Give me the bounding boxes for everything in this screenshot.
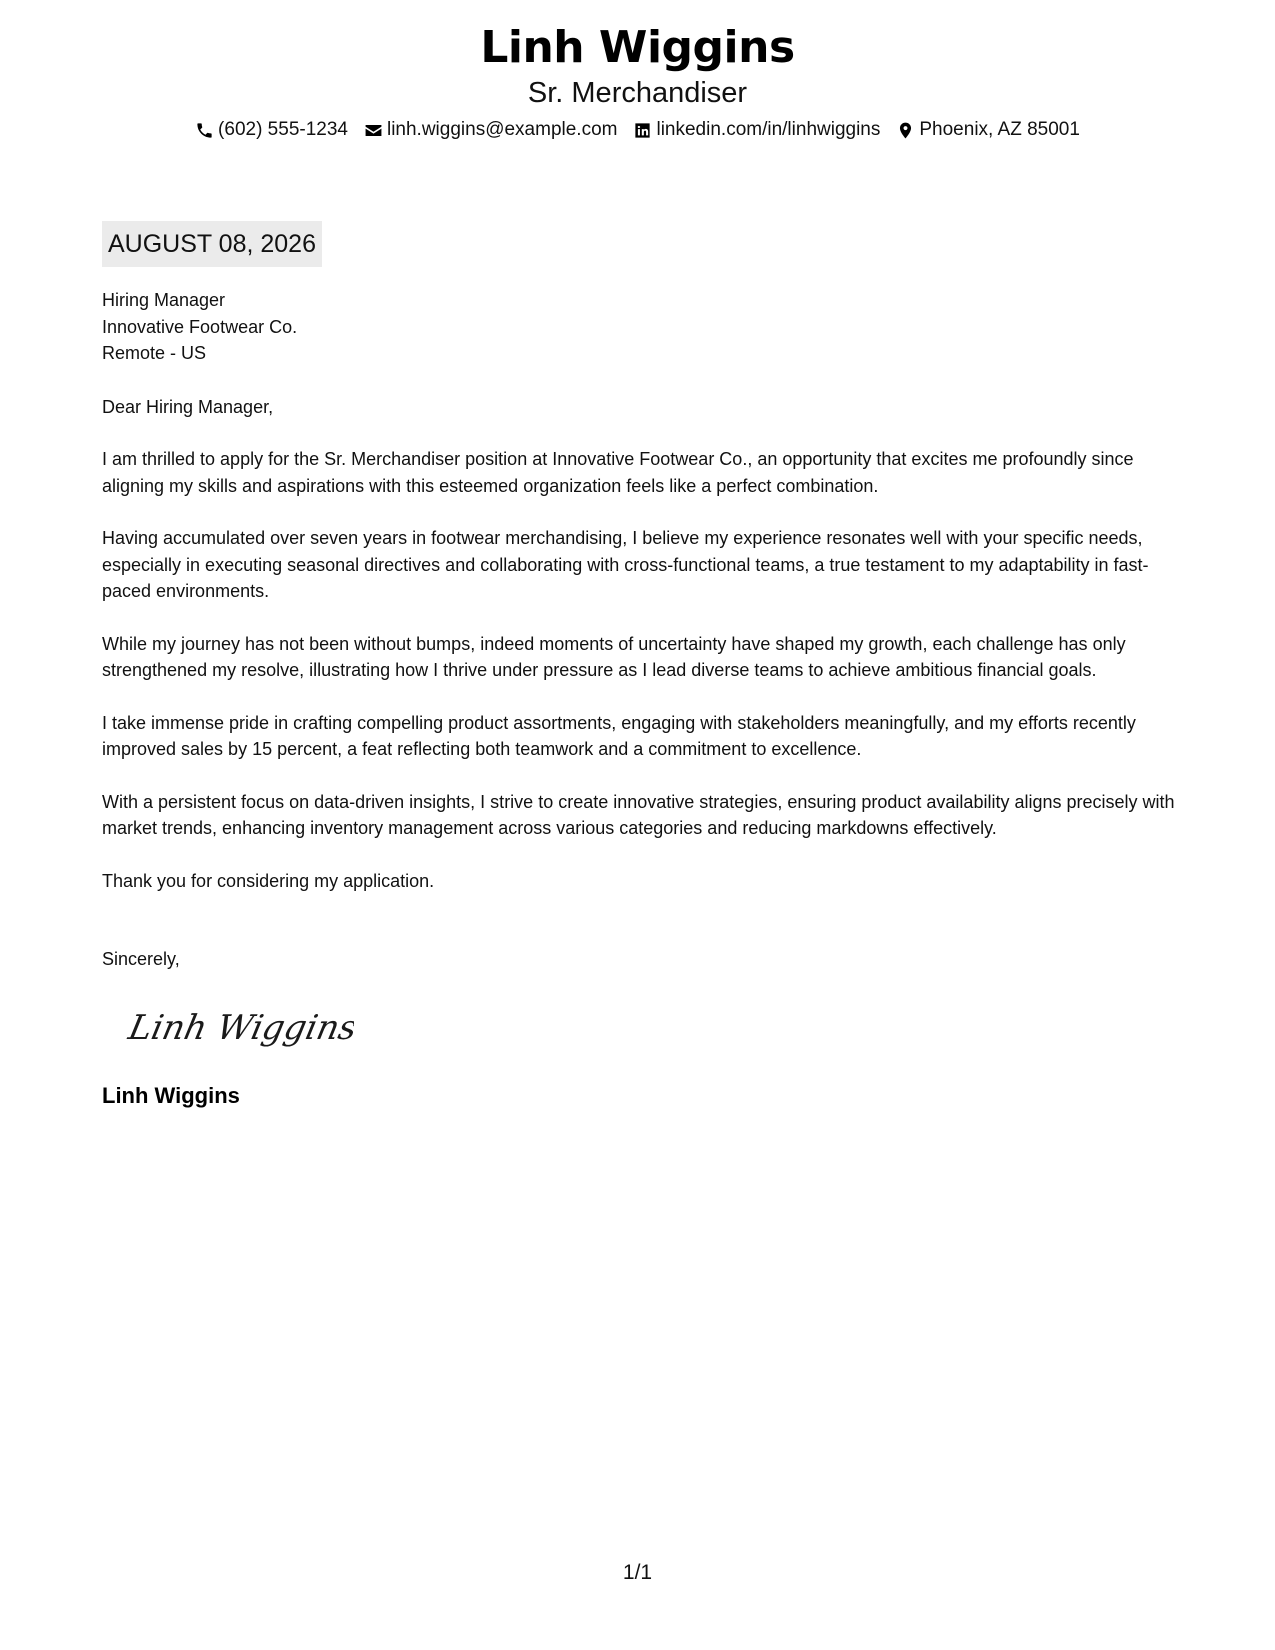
email-text: linh.wiggins@example.com <box>386 119 618 140</box>
paragraph: Having accumulated over seven years in footwear merchandising, I believe my experience resonates well with your specific needs, especially in executing seasonal directives and collaborating with cross-functional teams, a true testament to my adaptability in fast-paced environments. <box>102 528 1149 601</box>
thanks-line: Thank you for considering my application. <box>102 870 435 891</box>
contact-bar <box>0 118 1275 142</box>
recipient-block <box>102 287 1177 367</box>
phone-icon <box>195 121 214 140</box>
recipient-company: Innovative Footwear Co. <box>102 316 298 337</box>
recipient-title: Hiring Manager <box>102 290 226 310</box>
svg-text:Linh Wiggins: Linh Wiggins <box>125 1007 354 1048</box>
location-text: Phoenix, AZ 85001 <box>919 119 1080 140</box>
closing: Sincerely, <box>102 949 180 969</box>
paragraph: With a persistent focus on data-driven insights, I strive to create innovative strategies, ensuring product availability aligns precisely with market trends, enhancing inventory management across various categories and reducing markdowns effectively. <box>102 791 1175 838</box>
map-pin-icon <box>896 121 915 140</box>
contact-location <box>896 118 1080 142</box>
paragraph: While my journey has not been without bumps, indeed moments of uncertainty have shaped my growth, each challenge has only strengthened my resolve, illustrating how I thrive under pressure as I lead diverse teams to achieve ambitious financial goals. <box>102 633 1126 680</box>
contact-email <box>364 118 618 142</box>
handwritten-signature <box>124 997 354 1057</box>
linkedin-text: linkedin.com/in/linhwiggins <box>656 119 881 140</box>
paragraph: I am thrilled to apply for the Sr. Merchandiser position at Innovative Footwear Co., an opportunity that excites me profoundly since aligning my skills and aspirations with this esteemed organization feels like a perfect combination. <box>102 449 1134 496</box>
applicant-title: Sr. Merchandiser <box>527 77 748 109</box>
recipient-location: Remote - US <box>102 343 207 363</box>
contact-phone <box>195 118 348 142</box>
salutation: Dear Hiring Manager, <box>102 396 274 417</box>
letter-body <box>102 221 1177 1110</box>
page-number: 1/1 <box>622 1561 653 1584</box>
contact-linkedin <box>633 118 880 142</box>
signed-name: Linh Wiggins <box>102 1083 240 1108</box>
paragraph: I take immense pride in crafting compelling product assortments, engaging with stakeholders meaningfully, and my efforts recently improved sales by 15 percent, a feat reflecting both teamwork and a commitment to excellence. <box>102 712 1136 759</box>
letter-date: AUGUST 08, 2026 <box>102 221 322 267</box>
applicant-name: Linh Wiggins <box>480 22 795 73</box>
envelope-icon <box>364 121 383 140</box>
phone-text: (602) 555-1234 <box>218 119 348 140</box>
linkedin-icon <box>633 121 652 140</box>
letter-header <box>0 20 1275 142</box>
